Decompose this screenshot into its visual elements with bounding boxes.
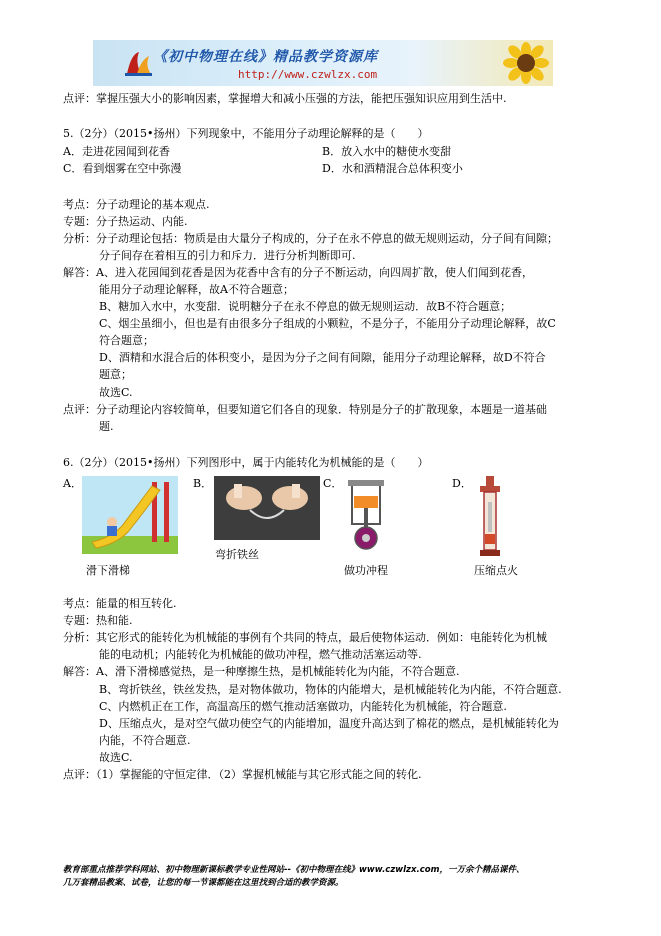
q5-jieda-line: 解答：A、进入花园闻到花香是因为花香中含有的分子不断运动，向四周扩散，使人们闻到花香， — [63, 266, 533, 279]
compression-ignition-picture — [476, 476, 504, 556]
q6-caption-c: 做功冲程 — [344, 564, 388, 577]
q6-jieda-line: B、弯折铁丝，铁丝发热，是对物体做功，物体的内能增大，是机械能转化为内能，不符合题意. — [99, 683, 562, 696]
q5-option-b: B．放入水中的糖使水变甜 — [322, 145, 452, 158]
banner-title: 《初中物理在线》精品教学资源库 — [153, 49, 378, 65]
q5-dianping-line: 点评：分子动理论内容较简单，但要知道它们各自的现象．特别是分子的扩散现象，本题是一道基础 — [63, 403, 547, 416]
q6-zhuanti: 专题：热和能. — [63, 614, 133, 627]
q5-fenxi-line: 分析：分子动理论包括：物质是由大量分子构成的，分子在永不停息的做无规则运动，分子间有间隙； — [63, 232, 558, 245]
q6-kaodian: 考点：能量的相互转化. — [63, 597, 177, 610]
q6-dianping: 点评：（1）掌握能的守恒定律．（2）掌握机械能与其它形式能之间的转化. — [63, 768, 422, 781]
site-logo-icon — [123, 48, 153, 78]
slide-picture — [82, 476, 178, 554]
q5-jieda-line: 故选C. — [99, 386, 133, 399]
q6-option-c-label: C． — [323, 477, 343, 490]
q6-stem: 6.（2分）（2015•扬州）下列图形中，属于内能转化为机械能的是（ ） — [63, 456, 429, 469]
header-banner — [93, 40, 553, 86]
q5-jieda-line: 题意； — [99, 368, 132, 381]
top-comment: 点评：掌握压强大小的影响因素，掌握增大和减小压强的方法，能把压强知识应用到生活中. — [63, 92, 507, 105]
q6-jieda-line: D、压缩点火，是对空气做功使空气的内能增加，温度升高达到了棉花的燃点，是机械能转化为 — [99, 717, 559, 730]
q5-jieda-line: D、酒精和水混合后的体积变小，是因为分子之间有间隙，能用分子动理论解释，故D不符合 — [99, 351, 546, 364]
q5-option-a: A．走进花园闻到花香 — [63, 145, 170, 158]
q6-option-a-label: A． — [63, 477, 82, 490]
banner-url[interactable]: http://www.czwlzx.com — [238, 68, 378, 81]
q6-caption-b: 弯折铁丝 — [215, 548, 259, 561]
q6-caption-d: 压缩点火 — [474, 564, 518, 577]
q6-option-d-label: D． — [452, 477, 472, 490]
q5-fenxi-line: 分子间存在着相互的引力和斥力．进行分析判断即可. — [99, 249, 356, 262]
q6-caption-a: 滑下滑梯 — [86, 564, 130, 577]
q6-jieda-line: 内能，不符合题意. — [99, 734, 191, 747]
sunflower-icon — [503, 42, 549, 84]
footer-line: 教育部重点推荐学科网站、初中物理新课标教学专业性网站--《初中物理在线》www.czwlzx.com，一万余个精品课件、 — [63, 865, 525, 875]
footer-line: 几万套精品教案、试卷，让您的每一节课都能在这里找到合适的教学资源。 — [63, 878, 344, 888]
q6-jieda-line: 解答：A、滑下滑梯感觉热，是一种摩擦生热，是机械能转化为内能，不符合题意. — [63, 665, 460, 678]
q5-jieda-line: C、烟尘虽细小，但也是有由很多分子组成的小颗粒，不是分子，不能用分子动理论解释，故C — [99, 317, 556, 330]
power-stroke-picture — [344, 478, 388, 552]
q5-option-d: D．水和酒精混合总体积变小 — [322, 162, 463, 175]
q5-stem: 5.（2分）（2015•扬州）下列现象中，不能用分子动理论解释的是（ ） — [63, 127, 429, 140]
q5-kaodian: 考点：分子动理论的基本观点. — [63, 198, 210, 211]
q5-jieda-line: 能用分子动理论解释，故A不符合题意； — [99, 283, 294, 296]
q5-jieda-line: B、糖加入水中，水变甜．说明糖分子在永不停息的做无规则运动．故B不符合题意； — [99, 300, 512, 313]
q5-jieda-line: 符合题意； — [99, 334, 154, 347]
bending-wire-picture — [214, 476, 320, 540]
q6-option-b-label: B． — [193, 477, 213, 490]
q6-fenxi-line: 分析：其它形式的能转化为机械能的事例有个共同的特点，最后使物体运动．例如：电能转化为机械 — [63, 631, 547, 644]
q5-dianping-line: 题. — [99, 420, 114, 433]
q6-fenxi-line: 能的电动机；内能转化为机械能的做功冲程，燃气推动活塞运动等. — [99, 648, 422, 661]
q6-jieda-line: C、内燃机正在工作，高温高压的燃气推动活塞做功，内能转化为机械能，符合题意. — [99, 700, 507, 713]
q5-option-c: C．看到烟雾在空中弥漫 — [63, 162, 182, 175]
q5-zhuanti: 专题：分子热运动、内能. — [63, 215, 188, 228]
q6-jieda-line: 故选C. — [99, 751, 133, 764]
